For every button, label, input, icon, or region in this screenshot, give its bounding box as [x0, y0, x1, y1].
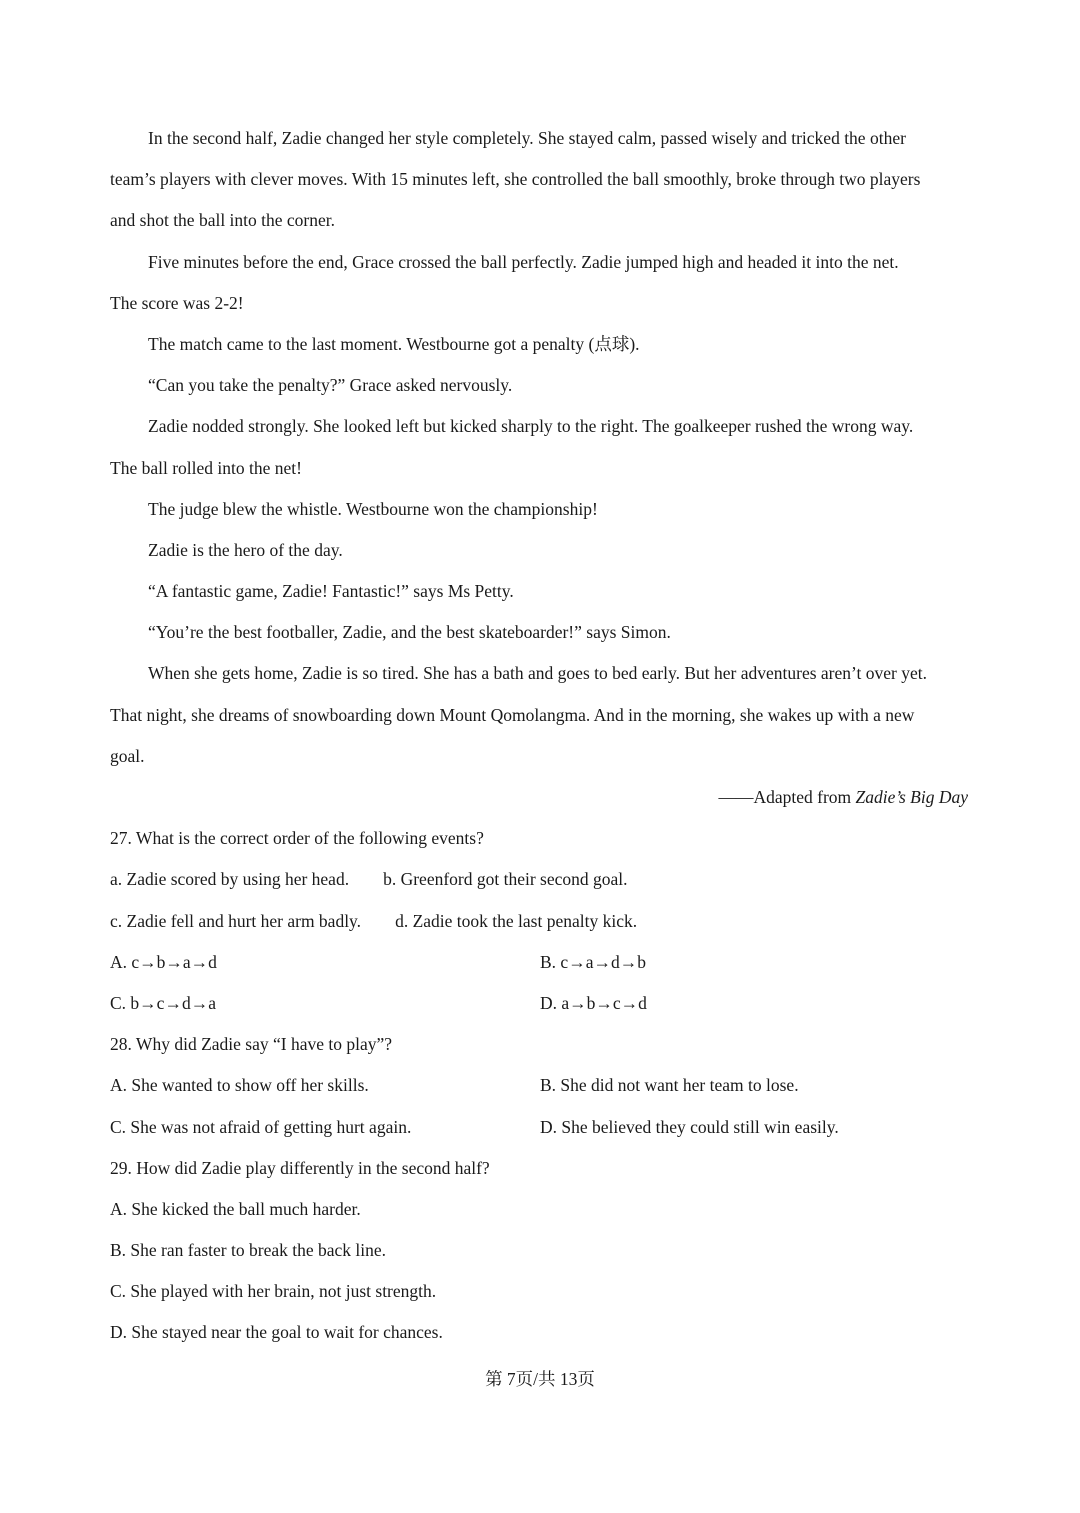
question-27-events-row — [110, 901, 978, 942]
page-number: 第 7页/共 13页 — [485, 1369, 595, 1389]
option-d[interactable]: D. a→b→c→d — [540, 992, 647, 1013]
passage-source — [110, 777, 978, 818]
passage-line: Five minutes before the end, Grace crossed the ball perfectly. Zadie jumped high and headed it into the net. — [148, 251, 899, 272]
passage-line: The ball rolled into the net! — [110, 457, 302, 478]
passage-line: The match came to the last moment. Westbourne got a penalty (点球). — [148, 333, 640, 354]
passage-line: Zadie nodded strongly. She looked left but kicked sharply to the right. The goalkeeper rushed the wrong way. — [148, 416, 914, 437]
question-27-stem: 27. What is the correct order of the following events? — [110, 828, 484, 849]
question-27-options-row — [110, 942, 978, 983]
passage-line: “You’re the best footballer, Zadie, and the best skateboarder!” says Simon. — [148, 622, 671, 643]
event-a: a. Zadie scored by using her head. — [110, 869, 350, 890]
option-a[interactable]: A. She kicked the ball much harder. — [110, 1198, 361, 1219]
passage-line: The judge blew the whistle. Westbourne won the championship! — [148, 498, 598, 519]
option-d[interactable]: D. She stayed near the goal to wait for chances. — [110, 1322, 443, 1343]
option-b[interactable]: B. She ran faster to break the back line. — [110, 1240, 387, 1261]
passage-line: Zadie is the hero of the day. — [148, 539, 343, 560]
question-28-stem: 28. Why did Zadie say “I have to play”? — [110, 1034, 393, 1055]
source-title: Zadie’s Big Day — [855, 787, 968, 807]
event-b: b. Greenford got their second goal. — [383, 869, 628, 890]
source-prefix: ——Adapted from — [718, 787, 856, 807]
passage-line: That night, she dreams of snowboarding down Mount Qomolangma. And in the morning, she wakes up with a new — [110, 704, 915, 725]
passage-line: team’s players with clever moves. With 15 minutes left, she controlled the ball smoothly, broke through two players — [110, 169, 921, 190]
event-d: d. Zadie took the last penalty kick. — [395, 910, 638, 931]
option-c[interactable]: C. b→c→d→a — [110, 992, 216, 1013]
passage-line: goal. — [110, 745, 145, 766]
question-29-stem: 29. How did Zadie play differently in the second half? — [110, 1157, 490, 1178]
question-28-options-row — [110, 1065, 978, 1106]
exam-page — [110, 118, 978, 1354]
option-c[interactable]: C. She was not afraid of getting hurt again. — [110, 1116, 412, 1137]
passage-line: When she gets home, Zadie is so tired. She has a bath and goes to bed early. But her adventures aren’t over yet. — [148, 663, 927, 684]
option-d[interactable]: D. She believed they could still win easily. — [540, 1116, 839, 1137]
option-a[interactable]: A. c→b→a→d — [110, 951, 217, 972]
option-b[interactable]: B. c→a→d→b — [540, 951, 646, 972]
event-c: c. Zadie fell and hurt her arm badly. — [110, 910, 362, 931]
option-b[interactable]: B. She did not want her team to lose. — [540, 1075, 799, 1096]
option-c[interactable]: C. She played with her brain, not just strength. — [110, 1281, 437, 1302]
passage-line: “A fantastic game, Zadie! Fantastic!” says Ms Petty. — [148, 581, 514, 602]
question-27-options-row — [110, 983, 978, 1024]
passage-line: “Can you take the penalty?” Grace asked nervously. — [148, 375, 513, 396]
question-27-events-row — [110, 859, 978, 900]
passage-line: In the second half, Zadie changed her style completely. She stayed calm, passed wisely and tricked the other — [148, 128, 906, 148]
passage-line: The score was 2-2! — [110, 292, 244, 313]
option-a[interactable]: A. She wanted to show off her skills. — [110, 1075, 369, 1096]
passage-line: and shot the ball into the corner. — [110, 210, 336, 231]
question-28-options-row — [110, 1107, 978, 1148]
